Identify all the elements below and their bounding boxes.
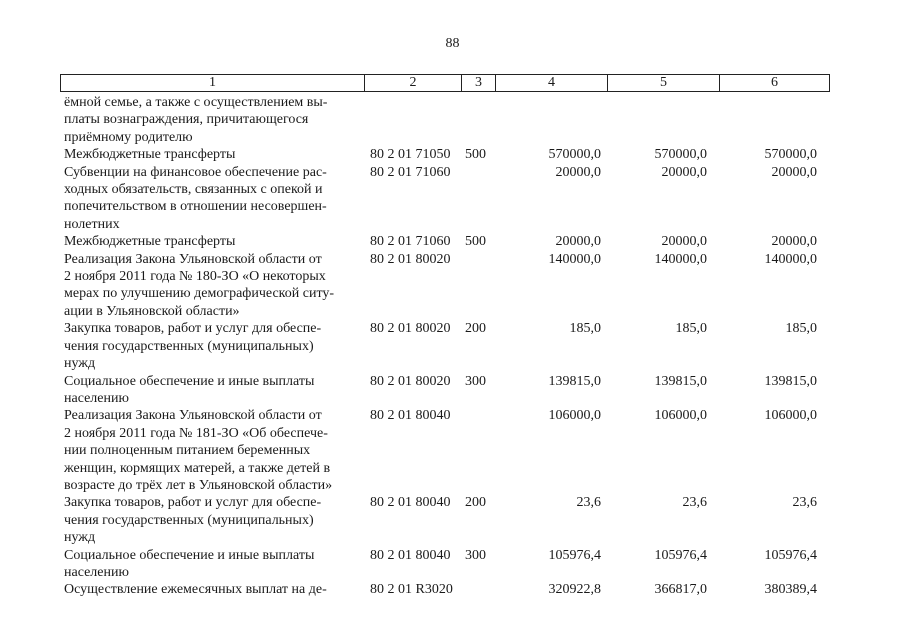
row-name: Социальное обеспечение и иные выплаты населению (64, 373, 315, 406)
row-amount-year-2: 20000,0 (661, 164, 707, 180)
row-expense-type: 500 (465, 234, 486, 250)
table-row (60, 407, 829, 494)
column-header-6: 6 (720, 75, 830, 92)
table-row (60, 320, 829, 372)
table-row (60, 233, 829, 250)
row-expense-type (461, 94, 495, 146)
row-amount-year-3: 140000,0 (764, 251, 817, 267)
column-header-1: 1 (61, 75, 365, 92)
row-amount-year-2: 23,6 (682, 495, 707, 511)
row-amount-year-2: 105976,4 (654, 547, 707, 563)
row-amount-year-1: 20000,0 (555, 164, 601, 180)
row-amount-year-1: 139815,0 (548, 373, 601, 389)
row-code: 80 2 01 80020 (370, 321, 451, 337)
row-amount-year-3: 23,6 (792, 495, 817, 511)
row-code: 80 2 01 80040 (370, 495, 451, 511)
row-amount-year-3: 20000,0 (771, 164, 817, 180)
row-amount-year-2: 570000,0 (654, 147, 707, 163)
row-amount-year-1 (495, 94, 607, 146)
table-row (60, 373, 829, 408)
row-code: 80 2 01 71060 (370, 164, 451, 180)
page-number: 88 (445, 36, 460, 51)
row-name: Межбюджетные трансферты (64, 147, 236, 163)
row-amount-year-3: 20000,0 (771, 234, 817, 250)
row-expense-type (461, 581, 495, 598)
row-amount-year-3: 139815,0 (764, 373, 817, 389)
row-name: Субвенции на финансовое обеспечение рас- ходных обязательств, связанных с опекой и попечительством в отношении несовершен- нолетних (64, 164, 327, 232)
table-row (60, 581, 829, 598)
column-header-3: 3 (462, 75, 496, 92)
row-expense-type: 200 (465, 321, 486, 337)
table-row (60, 251, 829, 321)
row-amount-year-3 (719, 94, 829, 146)
row-amount-year-1: 23,6 (576, 495, 601, 511)
row-code: 80 2 01 80020 (370, 373, 451, 389)
row-amount-year-1: 105976,4 (548, 547, 601, 563)
row-amount-year-1: 185,0 (569, 321, 601, 337)
row-code: 80 2 01 71050 (370, 147, 451, 163)
row-amount-year-2: 139815,0 (654, 373, 707, 389)
row-code: 80 2 01 71060 (370, 234, 451, 250)
row-name: Реализация Закона Ульяновской области от 2 ноября 2011 года № 180-ЗО «О некоторых мерах по улучшению демографической ситу- ации в Ульяновской области» (64, 251, 335, 319)
row-amount-year-3: 106000,0 (764, 408, 817, 424)
row-code: 80 2 01 R3020 (370, 582, 453, 598)
row-name: Закупка товаров, работ и услуг для обеспе- чения государственных (муниципальных) нужд (64, 495, 322, 546)
row-amount-year-2: 20000,0 (661, 234, 707, 250)
column-header-2: 2 (365, 75, 462, 92)
table-row (60, 494, 829, 546)
table-row (60, 547, 829, 582)
budget-table-body (60, 94, 829, 599)
row-name: Межбюджетные трансферты (64, 234, 236, 250)
column-header-row (61, 75, 830, 92)
column-header-table (60, 74, 830, 92)
column-header-5: 5 (608, 75, 720, 92)
row-expense-type (461, 251, 495, 321)
row-expense-type: 300 (465, 547, 486, 563)
row-amount-year-1: 140000,0 (548, 251, 601, 267)
row-amount-year-3: 105976,4 (764, 547, 817, 563)
row-name: Осуществление ежемесячных выплат на де- (64, 582, 327, 598)
row-amount-year-3: 570000,0 (764, 147, 817, 163)
row-amount-year-2: 106000,0 (654, 408, 707, 424)
row-amount-year-3: 380389,4 (764, 582, 817, 598)
row-code: 80 2 01 80020 (370, 251, 451, 267)
row-amount-year-2 (607, 94, 719, 146)
table-row (60, 94, 829, 146)
row-amount-year-3: 185,0 (785, 321, 817, 337)
row-amount-year-2: 140000,0 (654, 251, 707, 267)
row-name: Закупка товаров, работ и услуг для обеспе- чения государственных (муниципальных) нужд (64, 321, 322, 372)
row-expense-type: 500 (465, 147, 486, 163)
row-code: 80 2 01 80040 (370, 547, 451, 563)
row-name: Реализация Закона Ульяновской области от 2 ноября 2011 года № 181-ЗО «Об обеспече- нии полноценным питанием беременных женщин, кормящих матерей, а также детей в возрасте до трёх лет в Ульяновской области» (64, 408, 333, 493)
row-amount-year-1: 106000,0 (548, 408, 601, 424)
row-expense-type: 300 (465, 373, 486, 389)
row-amount-year-2: 366817,0 (654, 582, 707, 598)
table-row (60, 164, 829, 234)
row-amount-year-2: 185,0 (675, 321, 707, 337)
row-expense-type (461, 407, 495, 494)
row-amount-year-1: 20000,0 (555, 234, 601, 250)
row-name: Социальное обеспечение и иные выплаты населению (64, 547, 315, 580)
row-amount-year-1: 320922,8 (548, 582, 601, 598)
row-code: 80 2 01 80040 (370, 408, 451, 424)
row-name: ёмной семье, а также с осуществлением вы- платы вознаграждения, причитающегося приёмному родителю (64, 95, 328, 145)
row-code (364, 94, 461, 146)
row-expense-type: 200 (465, 495, 486, 511)
table-row (60, 146, 829, 163)
column-header-4: 4 (496, 75, 608, 92)
row-expense-type (461, 164, 495, 234)
row-amount-year-1: 570000,0 (548, 147, 601, 163)
